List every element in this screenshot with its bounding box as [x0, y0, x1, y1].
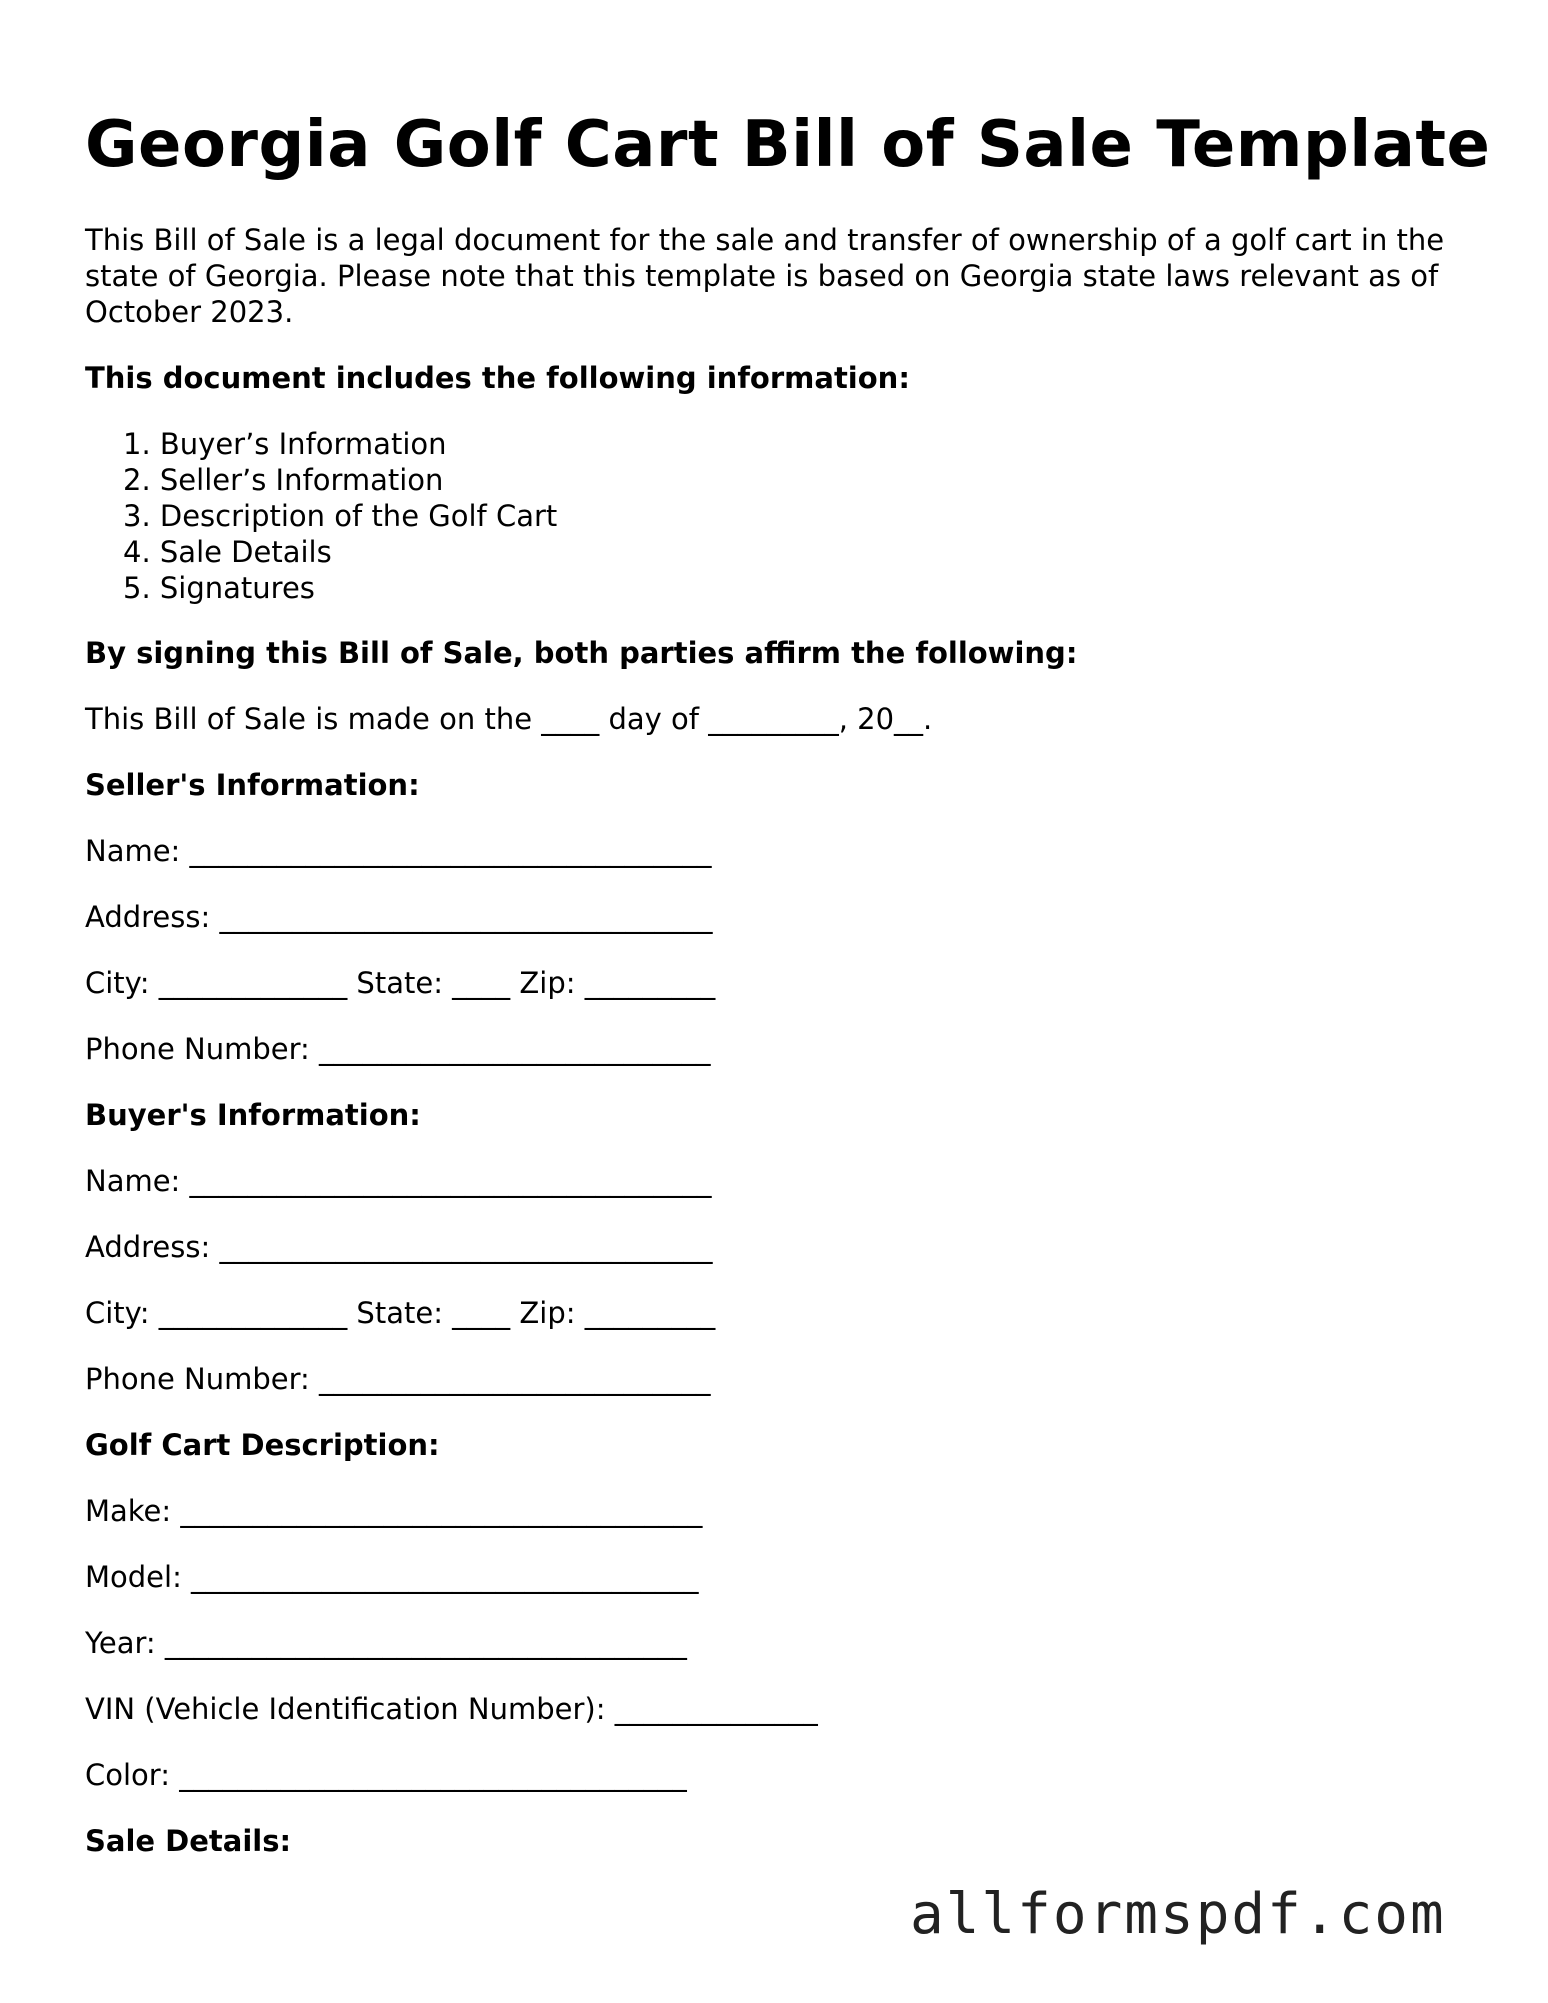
- includes-list: [123, 426, 557, 606]
- cart-heading: Golf Cart Description:: [85, 1428, 440, 1462]
- buyer-city-state-zip-field: City: _____________ State: ____ Zip: _________: [85, 1296, 716, 1330]
- list-item: 4. Sale Details: [123, 535, 332, 569]
- buyer-heading: Buyer's Information:: [85, 1098, 421, 1132]
- seller-address-field: Address: __________________________________: [85, 900, 713, 934]
- cart-year-field: Year: ____________________________________: [85, 1626, 687, 1660]
- buyer-address-field: Address: __________________________________: [85, 1230, 713, 1264]
- cart-color-field: Color: ___________________________________: [85, 1758, 687, 1792]
- list-item: 3. Description of the Golf Cart: [123, 499, 558, 533]
- watermark-text: allformspdf.com: [910, 1882, 1446, 1947]
- buyer-phone-field: Phone Number: ___________________________: [85, 1362, 711, 1396]
- seller-city-state-zip-field: City: _____________ State: ____ Zip: _________: [85, 966, 716, 1000]
- made-on-line: This Bill of Sale is made on the ____ day of _________, 20__.: [85, 702, 933, 736]
- seller-name-field: Name: ____________________________________: [85, 834, 712, 868]
- cart-model-field: Model: ___________________________________: [85, 1560, 699, 1594]
- cart-vin-field: VIN (Vehicle Identification Number): ______________: [85, 1692, 818, 1726]
- cart-make-field: Make: ____________________________________: [85, 1494, 703, 1528]
- buyer-name-field: Name: ____________________________________: [85, 1164, 712, 1198]
- list-item: 2. Seller’s Information: [123, 463, 444, 497]
- list-item: 1. Buyer’s Information: [123, 427, 447, 461]
- seller-heading: Seller's Information:: [85, 768, 420, 802]
- intro-paragraph: This Bill of Sale is a legal document for the sale and transfer of ownership of a golf cart in the state of Georgia. Please note that this template is based on Georgia state laws relevant as of October 2023.: [85, 223, 1445, 329]
- includes-heading: This document includes the following information:: [85, 361, 910, 395]
- affirm-heading: By signing this Bill of Sale, both parties affirm the following:: [85, 636, 1078, 670]
- page-title: Georgia Golf Cart Bill of Sale Template: [85, 108, 1491, 182]
- list-item: 5. Signatures: [123, 571, 315, 605]
- sale-details-heading: Sale Details:: [85, 1824, 292, 1858]
- seller-phone-field: Phone Number: ___________________________: [85, 1032, 711, 1066]
